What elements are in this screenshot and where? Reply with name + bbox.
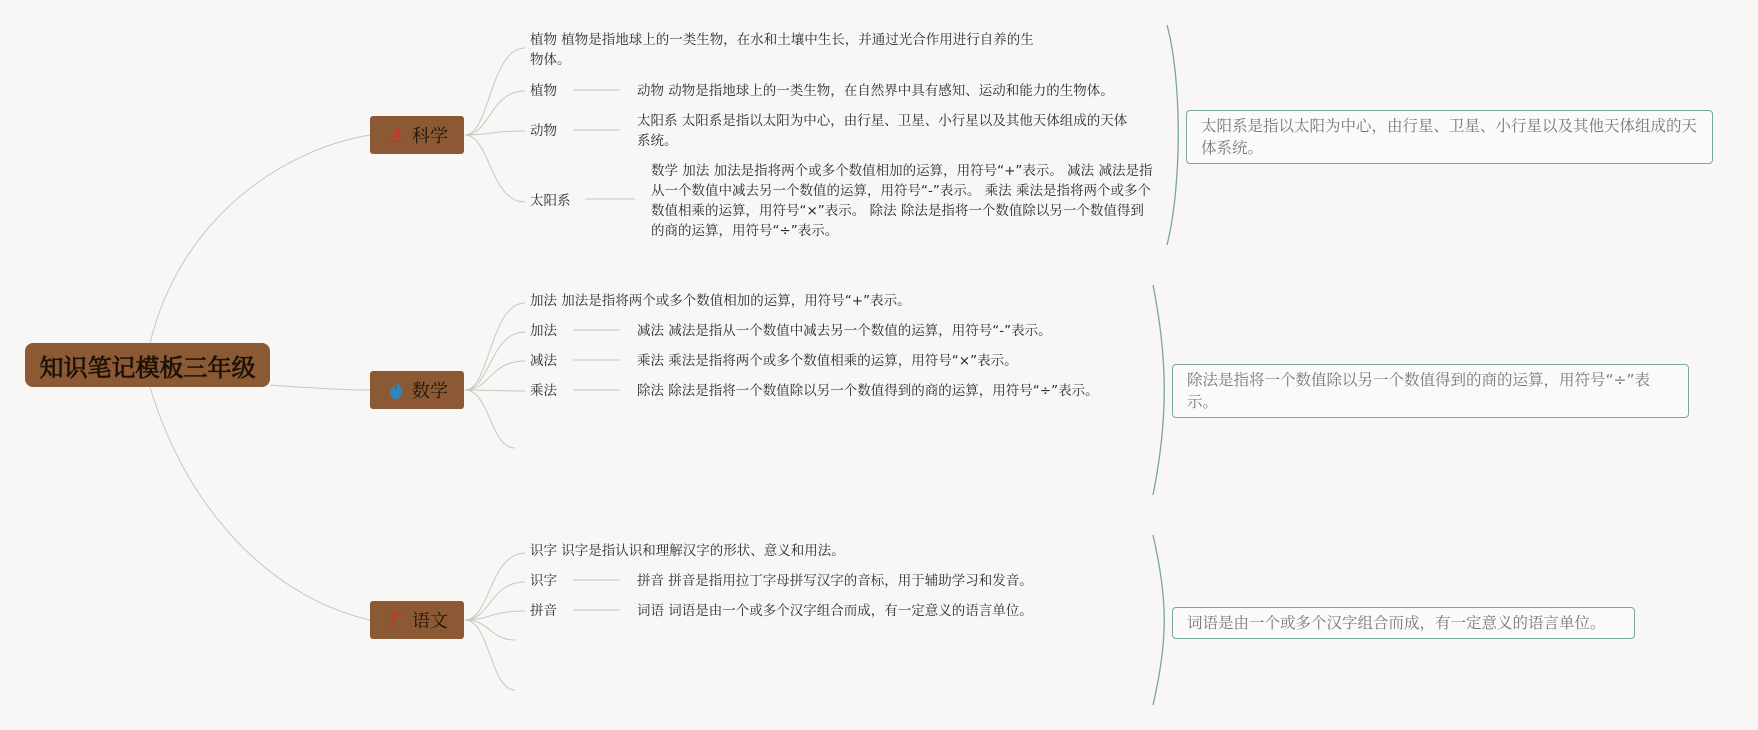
science-note-3: 动物 (530, 123, 557, 139)
math-detail-2: 乘法 乘法是指将两个或多个数值相乘的运算，用符号“×”表示。 (637, 353, 1018, 369)
science-detail-2: 太阳系 太阳系是指以太阳为中心，由行星、卫星、小行星以及其他天体组成的天体系统。 (637, 113, 1128, 149)
chinese-detail-1: 拼音 拼音是指用拉丁字母拼写汉字的音标，用于辅助学习和发音。 (637, 573, 1033, 589)
flame-icon (386, 380, 406, 400)
microscope-icon (386, 125, 406, 145)
branch-math[interactable] (370, 371, 464, 409)
science-note-1: 植物 植物是指地球上的一类生物，在水和土壤中生长，并通过光合作用进行自养的生物体。 (530, 32, 1034, 68)
summary-science-text: 太阳系是指以太阳为中心，由行星、卫星、小行星以及其他天体组成的天体系统。 (1201, 117, 1698, 157)
chinese-note-3: 拼音 (530, 603, 557, 619)
summary-chinese[interactable] (1172, 607, 1635, 639)
math-detail-3: 除法 除法是指将一个数值除以另一个数值得到的商的运算，用符号“÷”表示。 (637, 383, 1099, 399)
branch-math-label: 数学 (412, 381, 448, 402)
branch-science[interactable] (370, 116, 464, 154)
root-topic[interactable] (25, 343, 270, 387)
branch-chinese[interactable] (370, 601, 464, 639)
chinese-note-1: 识字 识字是指认识和理解汉字的形状、意义和用法。 (530, 543, 845, 559)
science-note-2: 植物 (530, 83, 557, 99)
chinese-note-2: 识字 (530, 573, 557, 589)
math-note-3: 减法 (530, 353, 557, 369)
root-title: 知识笔记模板三年级 (39, 353, 256, 382)
science-note-4: 太阳系 (530, 193, 571, 209)
summary-chinese-text: 词语是由一个或多个汉字组合而成，有一定意义的语言单位。 (1187, 614, 1606, 632)
math-note-2: 加法 (530, 323, 557, 339)
summary-math-text: 除法是指将一个数值除以另一个数值得到的商的运算，用符号“÷”表示。 (1187, 371, 1651, 411)
science-detail-3: 数学 加法 加法是指将两个或多个数值相加的运算，用符号“+”表示。 减法 减法是指从一个数值中减去另一个数值的运算，用符号“-”表示。 乘法 乘法是指将两个或多个数值相乘的运算，用符号“×”表示。 除法 除法是指将一个数值除以另一个数值得到的商的运算，用符号“÷”表示。 (651, 163, 1153, 239)
chinese-detail-2: 词语 词语是由一个或多个汉字组合而成，有一定意义的语言单位。 (637, 603, 1033, 619)
branch-science-label: 科学 (412, 126, 448, 147)
summary-math[interactable] (1172, 364, 1689, 418)
math-detail-1: 减法 减法是指从一个数值中减去另一个数值的运算，用符号“-”表示。 (637, 323, 1052, 339)
summary-science[interactable] (1186, 110, 1713, 164)
pickaxe-icon (386, 610, 406, 630)
math-note-4: 乘法 (530, 383, 557, 399)
math-note-1: 加法 加法是指将两个或多个数值相加的运算，用符号“+”表示。 (530, 293, 911, 309)
science-detail-1: 动物 动物是指地球上的一类生物，在自然界中具有感知、运动和能力的生物体。 (637, 83, 1114, 99)
branch-chinese-label: 语文 (412, 611, 448, 632)
